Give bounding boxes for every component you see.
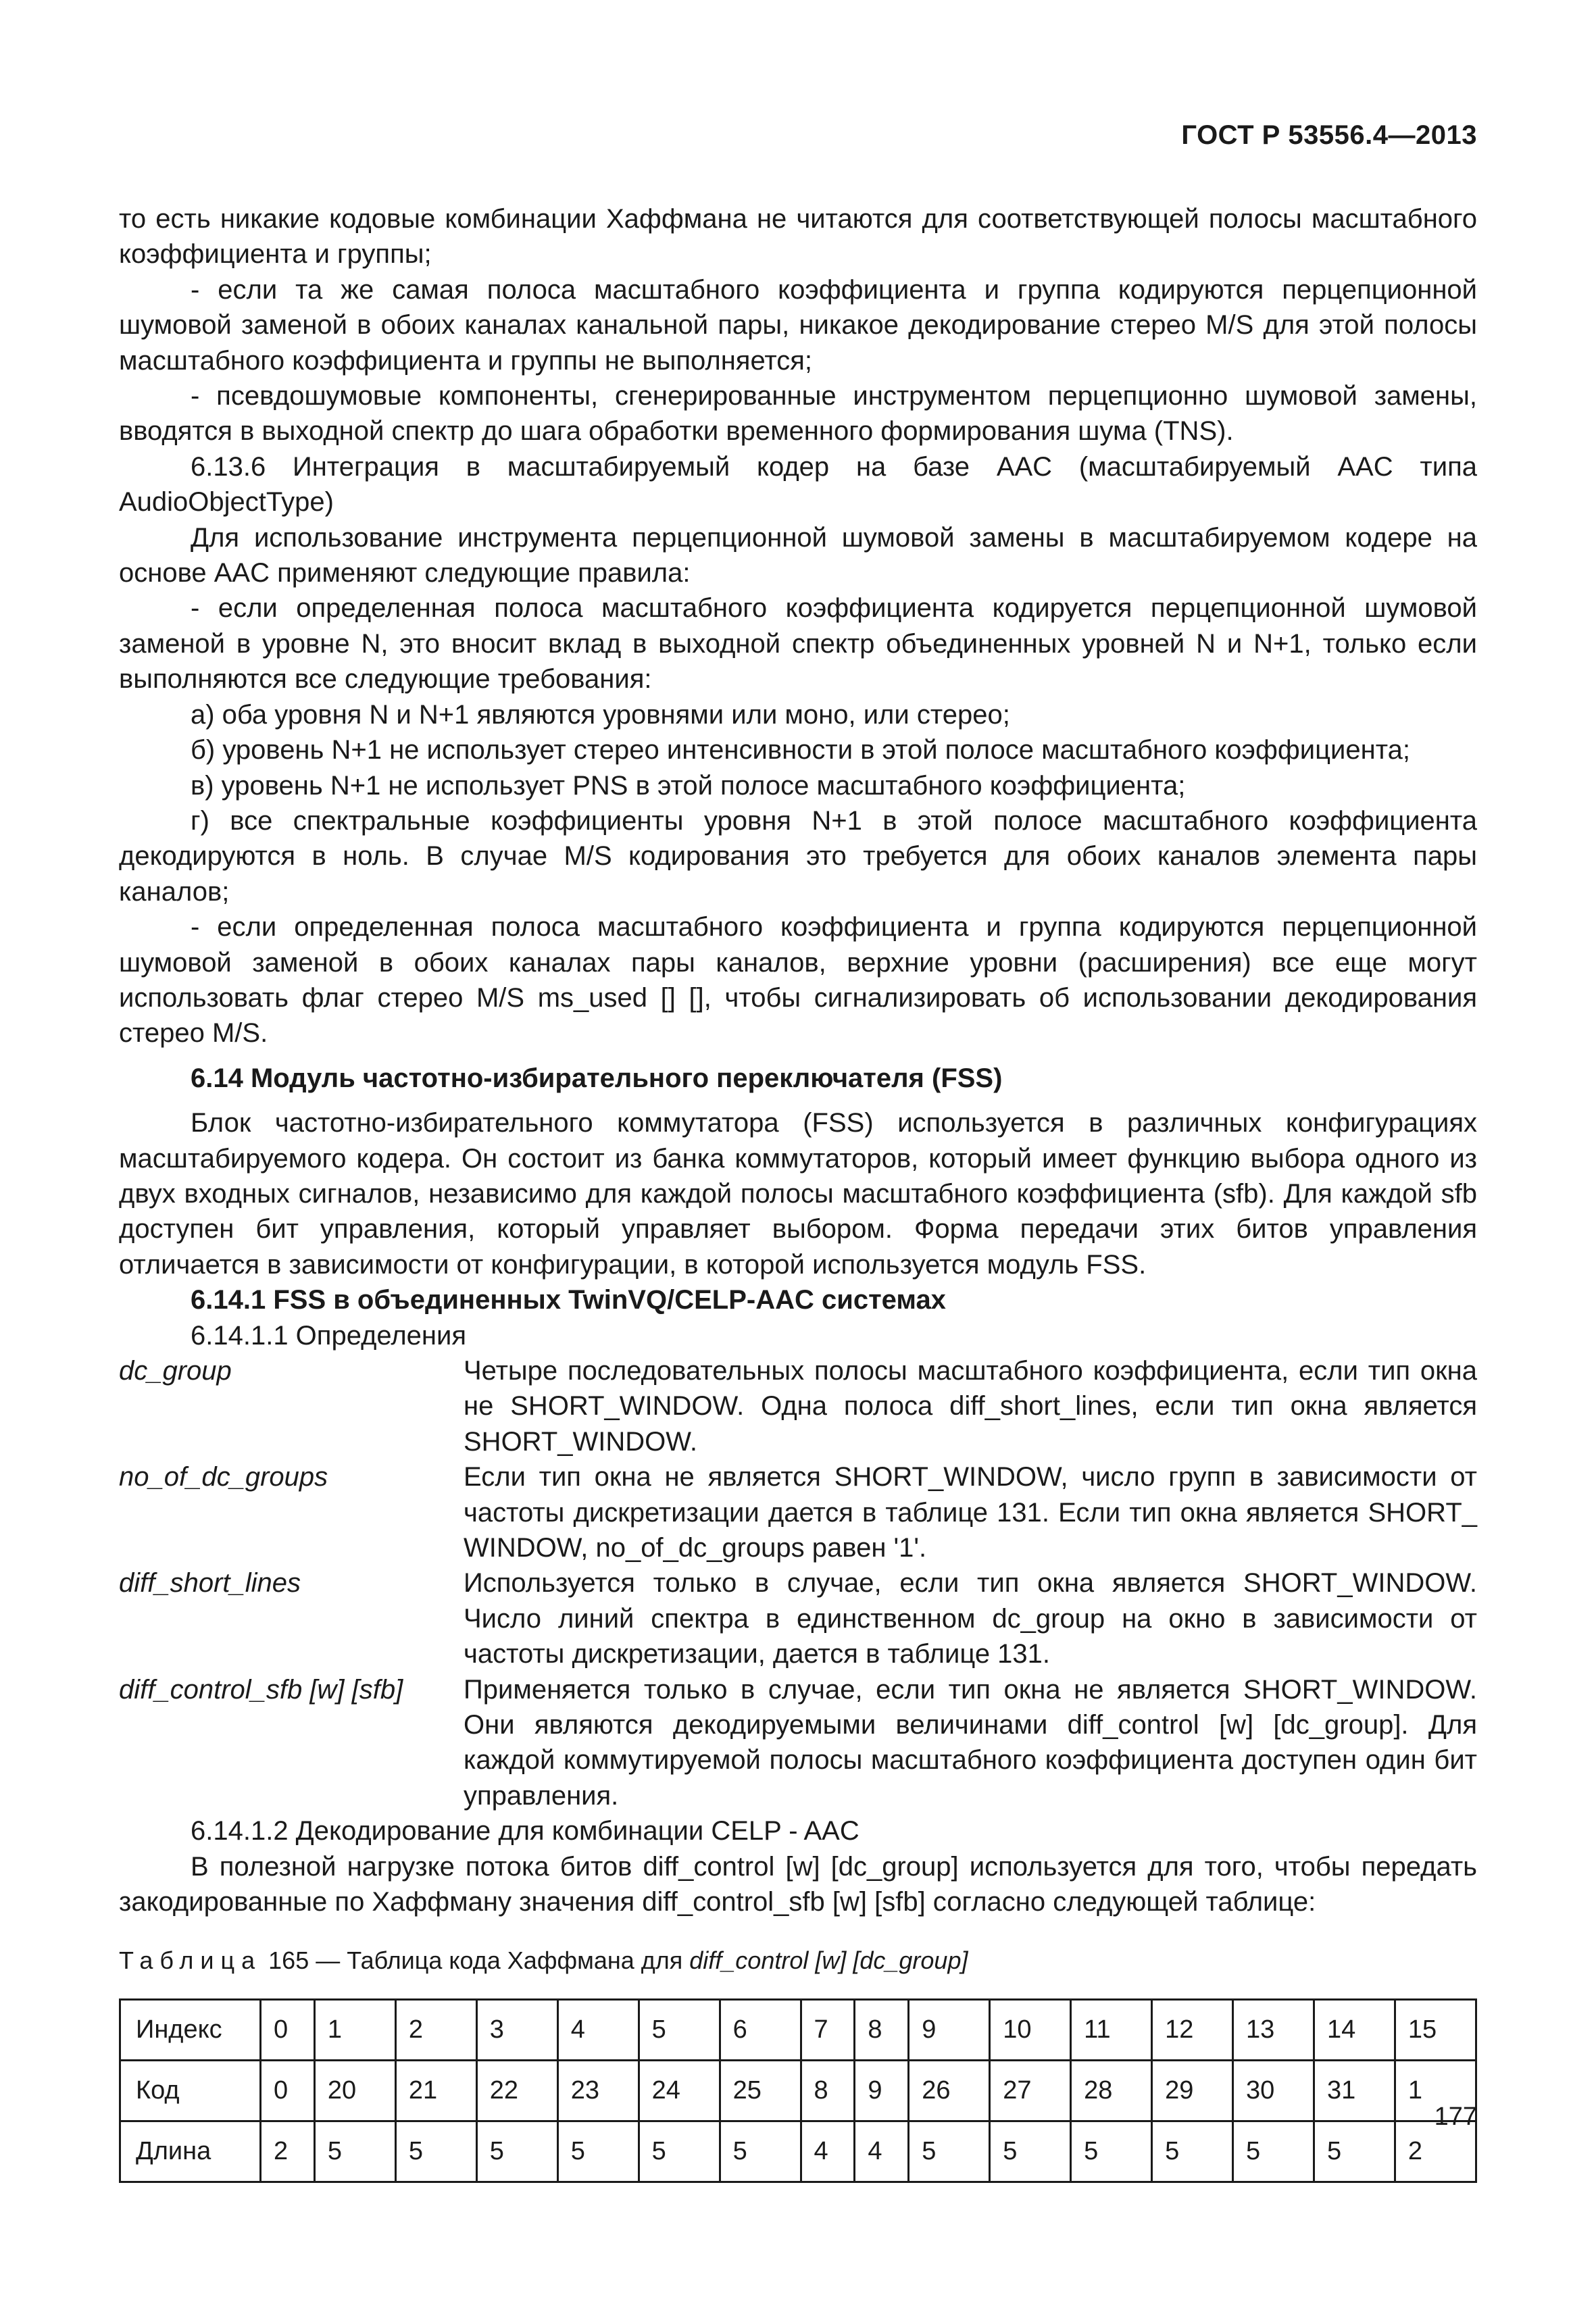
table-cell: 9	[909, 1999, 990, 2060]
definition-term: diff_short_lines	[119, 1568, 301, 1599]
table-cell: 29	[1152, 2060, 1233, 2121]
table-cell: 1	[1395, 2060, 1476, 2121]
table-cell: 7	[801, 1999, 855, 2060]
paragraph: В полезной нагрузке потока битов diff_control [w] [dc_group] используется для того, чтобы передать закодированные по Хаффману значения diff_control_sfb [w] [sfb] согласно следующей таблице:	[119, 1851, 1477, 1917]
table-row	[120, 1999, 1476, 2060]
paragraph: - если определенная полоса масштабного коэффициента кодируется перцепционной шумовой заменой в уровне N, это вносит вклад в выходной спектр объединенных уровней N и N+1, только если выполняются все следующие требования:	[119, 593, 1477, 695]
table-cell: 30	[1233, 2060, 1314, 2121]
table-cell: 4	[557, 1999, 639, 2060]
table-cell: 5	[909, 2121, 990, 2182]
list-item: в) уровень N+1 не использует PNS в этой полосе масштабного коэффициента;	[191, 770, 1186, 801]
table-cell: 5	[990, 2121, 1071, 2182]
table-cell: 5	[395, 2121, 476, 2182]
table-cell: 13	[1233, 1999, 1314, 2060]
definitions-list	[119, 1353, 1477, 1813]
table-cell: 5	[720, 2121, 801, 2182]
table-cell: 5	[639, 2121, 720, 2182]
table-cell: 1	[314, 1999, 395, 2060]
table-cell: 6	[720, 1999, 801, 2060]
table-cell: 14	[1314, 1999, 1395, 2060]
table-cell: 5	[1233, 2121, 1314, 2182]
definition-text: Применяется только в случае, если тип окна не является SHORT_WINDOW. Они являются декодируемыми величинами diff_control [w] [dc_group]. Для каждой коммутируемой полосы масштабного коэффициента доступен один бит управления.	[464, 1674, 1477, 1811]
table-cell: 28	[1071, 2060, 1152, 2121]
paragraph: - если та же самая полоса масштабного коэффициента и группа кодируются перцепционной шумовой заменой в обоих каналах канальной пары, никакое декодирование стерео M/S для этой полосы масштабного коэффициента и группы не выполняется;	[119, 274, 1477, 376]
table-cell: 0	[261, 1999, 315, 2060]
table-cell: 27	[990, 2060, 1071, 2121]
table-cell: 22	[476, 2060, 557, 2121]
table-cell: 2	[395, 1999, 476, 2060]
paragraph: - если определенная полоса масштабного коэффициента и группа кодируются перцепционной шумовой заменой в обоих каналах пары каналов, верхние уровни (расширения) все еще могут использовать флаг стерео M/S ms_used [] [], чтобы сигнализировать об использовании декодирования стерео M/S.	[119, 912, 1477, 1049]
table-caption	[119, 1943, 1477, 1978]
definition-term: no_of_dc_groups	[119, 1462, 328, 1492]
table-cell: 26	[909, 2060, 990, 2121]
document-header: ГОСТ Р 53556.4—2013	[1181, 120, 1477, 150]
table-caption-text: 165 — Таблица кода Хаффмана для	[261, 1946, 690, 1974]
table-cell: 5	[1314, 2121, 1395, 2182]
table-cell: 12	[1152, 1999, 1233, 2060]
section-heading-6-14-1-1: 6.14.1.1 Определения	[191, 1320, 467, 1351]
section-heading-6-14-1: 6.14.1 FSS в объединенных TwinVQ/CELP-AAC системах	[191, 1285, 946, 1315]
table-caption-label: Таблица	[119, 1946, 262, 1974]
table-caption-italic: diff_control [w] [dc_group]	[689, 1946, 968, 1974]
definition-text: Используется только в случае, если тип окна является SHORT_WINDOW. Число линий спектра в единственном dc_group на окно в зависимости от частоты дискретизации, дается в таблице 131.	[464, 1568, 1477, 1669]
table-cell: 31	[1314, 2060, 1395, 2121]
paragraph: Для использование инструмента перцепционной шумовой замены в масштабируемом кодере на основе AAC применяют следующие правила:	[119, 522, 1477, 588]
table-cell: 5	[476, 2121, 557, 2182]
table-cell: 10	[990, 1999, 1071, 2060]
definition-text: Четыре последовательных полосы масштабного коэффициента, если тип окна не SHORT_WINDOW. Одна полоса diff_short_lines, если тип окна является SHORT_WINDOW.	[464, 1356, 1477, 1457]
list-item: а) оба уровня N и N+1 являются уровнями или моно, или стерео;	[191, 699, 1010, 730]
row-label: Индекс	[120, 1999, 261, 2060]
list-item: г) все спектральные коэффициенты уровня N+1 в этой полосе масштабного коэффициента декодируются в ноль. В случае M/S кодирования это требуется для обоих каналов элемента пары каналов;	[119, 805, 1477, 907]
section-heading-6-14-1-2: 6.14.1.2 Декодирование для комбинации CELP - AAC	[191, 1816, 859, 1846]
table-cell: 24	[639, 2060, 720, 2121]
paragraph: Блок частотно-избирательного коммутатора (FSS) используется в различных конфигурациях масштабируемого кодера. Он состоит из банка коммутаторов, который имеет функцию выбора одного из двух входных сигналов, независимо для каждой полосы масштабного коэффициента (sfb). Для каждой sfb доступен бит управления, который управляет выбором. Форма передачи этих битов управления отличается в зависимости от конфигурации, в которой используется модуль FSS.	[119, 1108, 1477, 1280]
table-cell: 4	[855, 2121, 909, 2182]
page-body	[119, 201, 1477, 2183]
table-cell: 5	[639, 1999, 720, 2060]
table-cell: 21	[395, 2060, 476, 2121]
table-cell: 0	[261, 2060, 315, 2121]
row-label: Код	[120, 2060, 261, 2121]
table-cell: 3	[476, 1999, 557, 2060]
list-item: б) уровень N+1 не использует стерео интенсивности в этой полосе масштабного коэффициента;	[191, 735, 1410, 765]
table-row	[120, 2121, 1476, 2182]
definition-term: diff_control_sfb [w] [sfb]	[119, 1674, 403, 1705]
table-cell: 8	[801, 2060, 855, 2121]
page-number: 177	[1434, 2103, 1477, 2131]
table-cell: 2	[1395, 2121, 1476, 2182]
table-cell: 23	[557, 2060, 639, 2121]
section-heading-6-14: 6.14 Модуль частотно-избирательного переключателя (FSS)	[191, 1063, 1003, 1093]
table-cell: 15	[1395, 1999, 1476, 2060]
table-cell: 5	[557, 2121, 639, 2182]
huffman-code-table	[119, 1998, 1477, 2183]
paragraph: то есть никакие кодовые комбинации Хаффмана не читаются для соответствующей полосы масштабного коэффициента и группы;	[119, 204, 1477, 270]
paragraph: - псевдошумовые компоненты, сгенерированные инструментом перцепционно шумовой замены, вводятся в выходной спектр до шага обработки временного формирования шума (TNS).	[119, 381, 1477, 447]
table-cell: 5	[1071, 2121, 1152, 2182]
row-label: Длина	[120, 2121, 261, 2182]
table-row	[120, 2060, 1476, 2121]
table-cell: 25	[720, 2060, 801, 2121]
table-cell: 5	[314, 2121, 395, 2182]
section-heading-6-13-6: 6.13.6 Интеграция в масштабируемый кодер на базе AAC (масштабируемый AAC типа AudioObjectType)	[119, 451, 1477, 518]
table-cell: 4	[801, 2121, 855, 2182]
table-cell: 5	[1152, 2121, 1233, 2182]
table-cell: 2	[261, 2121, 315, 2182]
table-cell: 20	[314, 2060, 395, 2121]
table-cell: 9	[855, 2060, 909, 2121]
definition-term: dc_group	[119, 1356, 232, 1386]
table-cell: 11	[1071, 1999, 1152, 2060]
definition-text: Если тип окна не является SHORT_WINDOW, число групп в зависимости от частоты дискретизации дается в таблице 131. Если тип окна является SHORT_ WINDOW, no_of_dc_groups равен '1'.	[464, 1462, 1477, 1563]
table-cell: 8	[855, 1999, 909, 2060]
